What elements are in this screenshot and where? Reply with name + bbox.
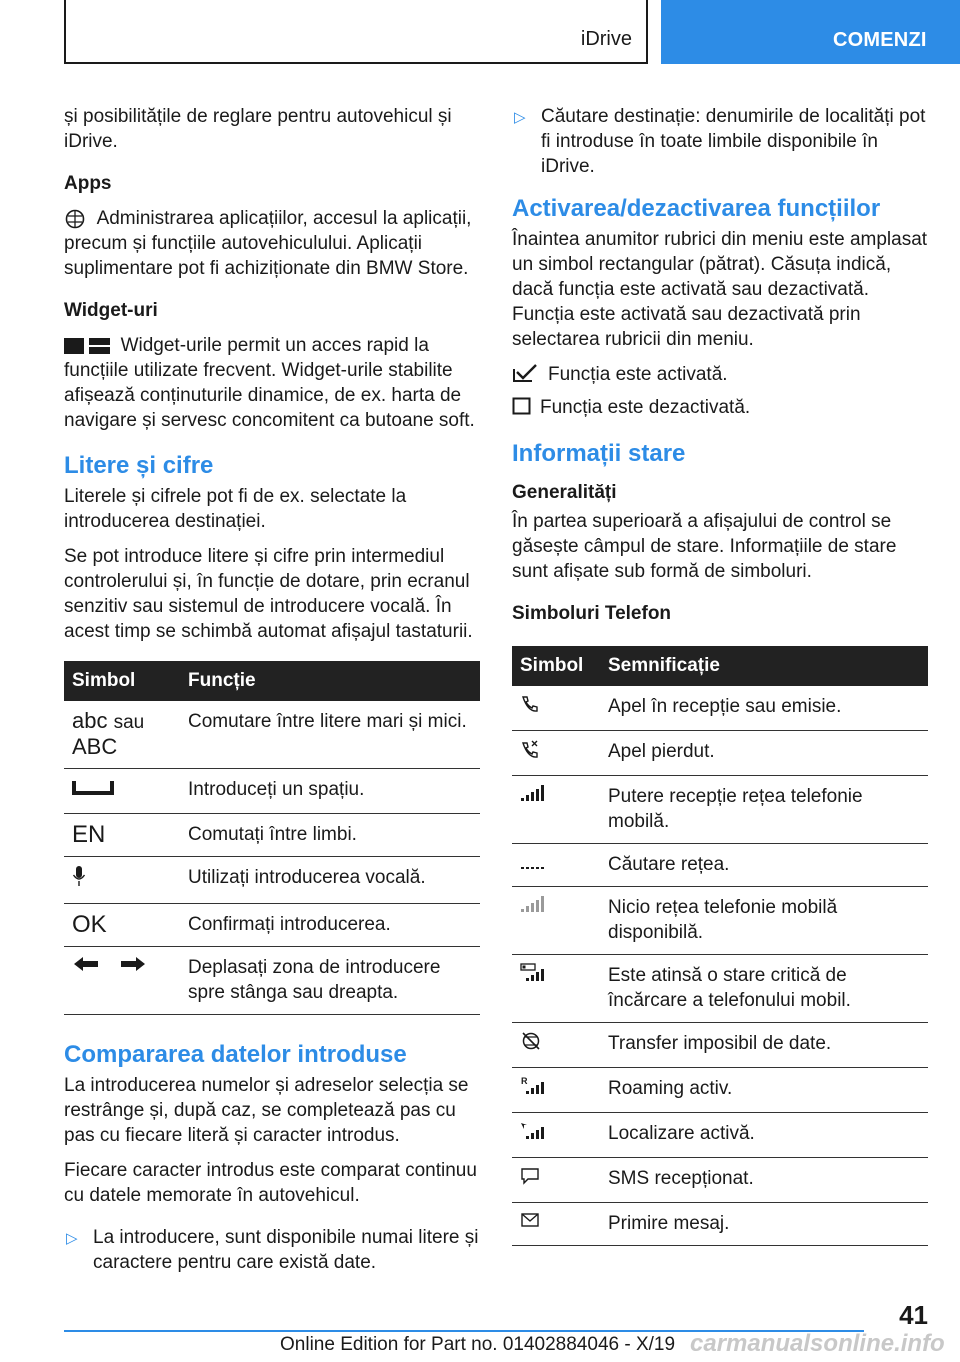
row-text: Roaming activ.: [600, 1068, 928, 1113]
table-row: [512, 1113, 928, 1158]
bullet-triangle-icon: ▷: [514, 109, 526, 126]
page-number: 41: [899, 1300, 928, 1330]
location-icon: [520, 1121, 546, 1141]
status-heading: Informații stare: [512, 440, 686, 467]
phone-symbols-table: [512, 646, 928, 1246]
header-box: [64, 0, 648, 64]
low-battery-icon: [520, 963, 546, 983]
checkbox-unchecked-icon: [512, 396, 532, 416]
table-row: [512, 686, 928, 731]
language-icon: EN: [64, 814, 180, 857]
no-data-icon: [520, 1031, 542, 1051]
table-header-symbol: Simbol: [64, 661, 180, 701]
no-network-icon: [520, 895, 546, 913]
table-header-function: Funcție: [180, 661, 480, 701]
apps-paragraph: [64, 206, 480, 281]
table-row: [64, 947, 480, 1015]
network-search-icon: [520, 852, 546, 870]
table-header-meaning: Semnificație: [600, 646, 928, 686]
compare-text-2: Fiecare caracter introdus este comparat continuu cu datele memorate în autovehicul.: [64, 1160, 477, 1206]
left-column: [64, 104, 480, 1285]
table-row: [512, 887, 928, 955]
phone-call-icon: [520, 694, 540, 714]
table-row: [64, 857, 480, 904]
table-row: [512, 776, 928, 844]
row-text: Confirmați introducerea.: [180, 904, 480, 947]
phone-symbols-heading: Simboluri Telefon: [512, 603, 672, 624]
ok-icon: OK: [64, 904, 180, 947]
space-icon: [72, 777, 114, 797]
row-text: Localizare activă.: [600, 1113, 928, 1158]
row-text: Putere recepție rețea telefonie mobilă.: [600, 776, 928, 844]
intro-text: și posibilitățile de reglare pentru autovehicul și iDrive.: [64, 106, 452, 152]
widget-icon: [64, 337, 110, 355]
general-heading: Generalități: [512, 482, 617, 503]
checked-row: Funcția este activată.: [512, 362, 928, 387]
table-row: [64, 701, 480, 769]
table-row: [64, 904, 480, 947]
compare-heading: Compararea datelor introduse: [64, 1041, 407, 1068]
microphone-icon: [72, 865, 86, 887]
row-text: Nicio rețea telefonie mobilă disponibilă.: [600, 887, 928, 955]
mail-icon: [520, 1211, 540, 1229]
apps-text: Administrarea aplicațiilor, accesul la aplicații, precum și funcțiile autovehiculului. Aplicații suplimentare pot fi achiziționate din BMW Store.: [64, 208, 472, 279]
header-section: iDrive: [580, 28, 632, 50]
row-text: Deplasați zona de introducere spre stânga sau dreapta.: [180, 947, 480, 1015]
apps-icon: [64, 209, 86, 229]
widget-heading: Widget-uri: [64, 300, 158, 321]
table-row: [512, 955, 928, 1023]
apps-heading: Apps: [64, 173, 112, 194]
sms-icon: [520, 1166, 540, 1186]
compare-text-1: La introducerea numelor și adreselor selecția se restrânge și, după caz, se completează pas cu pas cu fiecare literă și caracter introdus.: [64, 1075, 469, 1146]
svg-text:R: R: [521, 1076, 528, 1086]
roaming-icon: [520, 1076, 546, 1096]
table-row: [512, 1203, 928, 1246]
widget-paragraph: [64, 333, 480, 433]
row-text: Transfer imposibil de date.: [600, 1023, 928, 1068]
widget-text: Widget-urile permit un acces rapid la funcțiile utilizate frecvent. Widget-urile stabilite afișează conținuturile dinamice, de ex. harta de navigare și servesc concomitent ca butoane soft.: [64, 335, 475, 431]
unchecked-row: Funcția este dezactivată.: [512, 395, 928, 420]
header-tab-comenzi[interactable]: [661, 0, 960, 64]
general-text: În partea superioară a afișajului de control se găsește câmpul de stare. Informațiile de stare sunt afișate sub formă de simboluri.: [512, 511, 897, 582]
row-text: Căutare rețea.: [600, 844, 928, 887]
row-text: Introduceți un spațiu.: [180, 769, 480, 814]
arrow-left-icon: [72, 955, 100, 973]
letters-text-2: Se pot introduce litere și cifre prin intermediul controlerului și, în funcție de dotare, prin ecranul senzitiv sau sistemul de introducere vocală. În acest timp se schimbă automat afișajul tastaturii.: [64, 546, 473, 642]
checkbox-checked-icon: [512, 363, 540, 383]
table-row: [512, 1158, 928, 1203]
bullet-triangle-icon: ▷: [66, 1230, 78, 1247]
table-row: [512, 844, 928, 887]
watermark: carmanualsonline.info: [690, 1330, 945, 1357]
missed-call-icon: [520, 739, 540, 759]
arrow-right-icon: [119, 955, 147, 973]
activate-heading: Activarea/dezactivarea funcțiilor: [512, 195, 881, 222]
letters-text-1: Literele și cifrele pot fi de ex. selectate la introducerea destinației.: [64, 486, 407, 532]
table-row: [512, 1023, 928, 1068]
header-tab-label: COMENZI: [833, 29, 927, 51]
case-toggle-icon: abc sau ABC: [64, 701, 180, 769]
table-row: [64, 814, 480, 857]
table-row: [512, 731, 928, 776]
bullet-item: ▷ Căutare destinație: denumirile de localități pot fi introduse în toate limbile disponibile în iDrive.: [514, 106, 926, 177]
activate-text: Înaintea anumitor rubrici din meniu este amplasat un simbol rectangular (pătrat). Căsuța indică, dacă funcția este activată sau dezactivată. Funcția este activată sau dezactivată prin selectarea rubricii din meniu.: [512, 229, 928, 350]
row-text: SMS recepționat.: [600, 1158, 928, 1203]
signal-strength-icon: [520, 784, 546, 802]
bullet-item: ▷ La introducere, sunt disponibile numai litere și caractere pentru care există date.: [66, 1227, 479, 1273]
keyboard-symbols-table: [64, 661, 480, 1015]
row-text: Comutare între litere mari și mici.: [180, 701, 480, 769]
table-header-symbol: Simbol: [512, 646, 600, 686]
row-text: Utilizați introducerea vocală.: [180, 857, 480, 904]
row-text: Apel în recepție sau emisie.: [600, 686, 928, 731]
right-column: [512, 104, 928, 1246]
row-text: Apel pierdut.: [600, 731, 928, 776]
table-row: [64, 769, 480, 814]
letters-heading: Litere și cifre: [64, 452, 214, 479]
row-text: Este atinsă o stare critică de încărcare a telefonului mobil.: [600, 955, 928, 1023]
row-text: Primire mesaj.: [600, 1203, 928, 1246]
row-text: Comutați între limbi.: [180, 814, 480, 857]
table-row: [512, 1068, 928, 1113]
footer-edition: Online Edition for Part no. 01402884046 - X/19: [280, 1334, 676, 1355]
